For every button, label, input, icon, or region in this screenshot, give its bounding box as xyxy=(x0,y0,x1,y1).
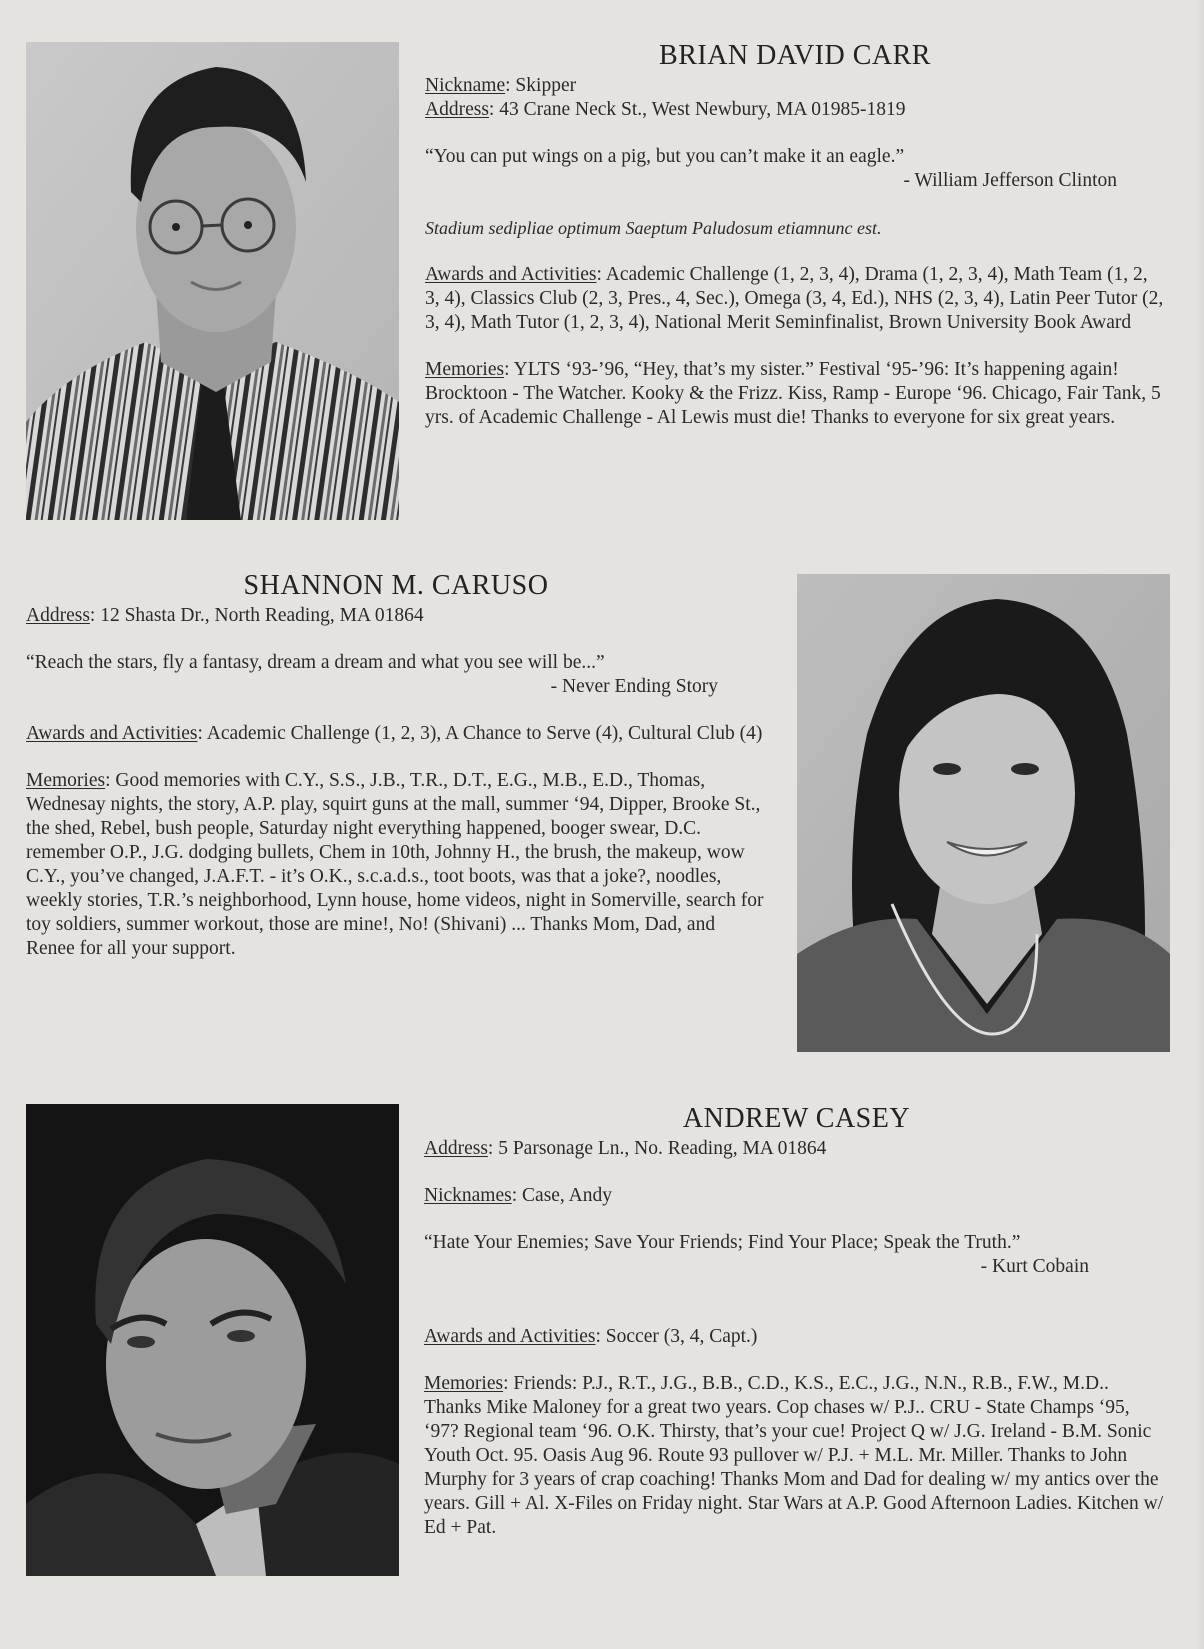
awards-label: Awards and Activities xyxy=(424,1326,596,1347)
awards-paragraph xyxy=(425,263,1165,335)
address-label: Address xyxy=(26,605,90,626)
awards-label: Awards and Activities xyxy=(425,264,597,285)
awards-paragraph xyxy=(26,722,766,746)
address-line xyxy=(424,1137,1169,1161)
nickname-label: Nicknames xyxy=(424,1185,512,1206)
portrait-photo-andrew-casey xyxy=(26,1104,399,1576)
address-line xyxy=(26,604,766,628)
senior-quote: “Hate Your Enemies; Save Your Friends; Find Your Place; Speak the Truth.” xyxy=(424,1232,1021,1253)
awards-paragraph xyxy=(424,1325,1169,1349)
quote-attribution: - William Jefferson Clinton xyxy=(903,170,1117,191)
memories-paragraph xyxy=(425,358,1165,430)
memories-value: : YLTS ‘93-’96, “Hey, that’s my sister.” Festival ‘95-’96: It’s happening again! Brocktoon - The Watcher. Kooky & the Frizz. Kiss, Ramp - Europe ‘96. Chicago, Fair Tank, 5 yrs. of Academic Challenge - Al Lewis must die! Thanks to everyone for six great years. xyxy=(425,359,1161,428)
page-edge-shadow xyxy=(1194,0,1204,1649)
student-entry-shannon-caruso xyxy=(26,570,766,961)
student-name: BRIAN DAVID CARR xyxy=(659,40,931,71)
memories-paragraph xyxy=(424,1372,1169,1540)
nickname-value: : Case, Andy xyxy=(511,1185,612,1206)
senior-quote: “Reach the stars, fly a fantasy, dream a dream and what you see will be...” xyxy=(26,652,605,673)
memories-label: Memories xyxy=(425,359,505,380)
awards-label: Awards and Activities xyxy=(26,723,198,744)
awards-value: : Soccer (3, 4, Capt.) xyxy=(595,1326,758,1347)
student-name: SHANNON M. CARUSO xyxy=(243,570,549,601)
memories-paragraph xyxy=(26,769,766,961)
address-value: : 43 Crane Neck St., West Newbury, MA 01985-1819 xyxy=(488,99,906,120)
nickname-label: Nickname xyxy=(425,75,506,96)
quote-attribution: - Kurt Cobain xyxy=(980,1256,1089,1277)
address-label: Address xyxy=(424,1138,488,1159)
quote-attribution: - Never Ending Story xyxy=(550,676,718,697)
nickname-value: : Skipper xyxy=(505,75,577,96)
portrait-photo-brian-carr xyxy=(26,42,399,520)
senior-quote: “You can put wings on a pig, but you can’t make it an eagle.” xyxy=(425,146,905,167)
latin-motto: Stadium sedipliae optimum Saeptum Paludosum etiamnunc est. xyxy=(425,218,882,238)
student-entry-andrew-casey xyxy=(424,1103,1169,1540)
memories-value: : Friends: P.J., R.T., J.G., B.B., C.D., K.S., E.C., J.G., N.N., R.B., F.W., M.D.. Thanks Mike Maloney for a great two years. Cop chases w/ P.J.. CRU - State Champs ‘95, ‘97? Regional team ‘96. O.K. Thirsty, that’s your cue! Project Q w/ J.G. Ireland - B.M. Sonic Youth Oct. 95. Oasis Aug 96. Route 93 pullover w/ P.J. + M.L. Mr. Miller. Thanks to John Murphy for 3 years of crap coaching! Thanks Mom and Dad for dealing w/ my antics over the years. Gill + Al. X-Files on Friday night. Star Wars at A.P. Good Afternoon Ladies. Kitchen w/ Ed + Pat. xyxy=(424,1373,1164,1538)
address-value: : 5 Parsonage Ln., No. Reading, MA 01864 xyxy=(487,1138,827,1159)
awards-value: : Academic Challenge (1, 2, 3, 4), Drama (1, 2, 3, 4), Math Team (1, 2, 3, 4), Classics Club (2, 3, Pres., 4, Sec.), Omega (3, 4, Ed.), NHS (2, 3, 4), Latin Peer Tutor (2, 3, 4), Math Tutor (1, 2, 3, 4), National Merit Seminfinalist, Brown University Book Award xyxy=(425,264,1164,333)
student-name: ANDREW CASEY xyxy=(682,1103,911,1134)
address-value: : 12 Shasta Dr., North Reading, MA 01864 xyxy=(89,605,424,626)
memories-value: : Good memories with C.Y., S.S., J.B., T.R., D.T., E.G., M.B., E.D., Thomas, Wednesay nights, the story, A.P. play, squirt guns at the mall, summer ‘94, Dipper, Brooke St., the shed, Rebel, bush people, Saturday night everything happened, booger swear, D.C. remember O.P., J.G. dodging bullets, Chem in 10th, Johnny H., the brush, the makeup, wow C.Y., you’ve changed, J.A.F.T. - it’s O.K., s.c.a.d.s., toot boots, was that a joke?, noodles, weekly stories, T.R.’s neighborhood, Lynn house, home videos, night in Somerville, search for toy soldiers, summer workout, those are mine!, No! (Shivani) ... Thanks Mom, Dad, and Renee for all your support. xyxy=(26,770,764,959)
nickname-line xyxy=(424,1184,1169,1208)
address-line xyxy=(425,98,1165,122)
nickname-line xyxy=(425,74,1165,98)
portrait-photo-shannon-caruso xyxy=(797,574,1170,1052)
address-label: Address xyxy=(425,99,489,120)
awards-value: : Academic Challenge (1, 2, 3), A Chance to Serve (4), Cultural Club (4) xyxy=(197,723,763,744)
memories-label: Memories xyxy=(26,770,106,791)
memories-label: Memories xyxy=(424,1373,504,1394)
student-entry-brian-carr xyxy=(425,40,1165,430)
